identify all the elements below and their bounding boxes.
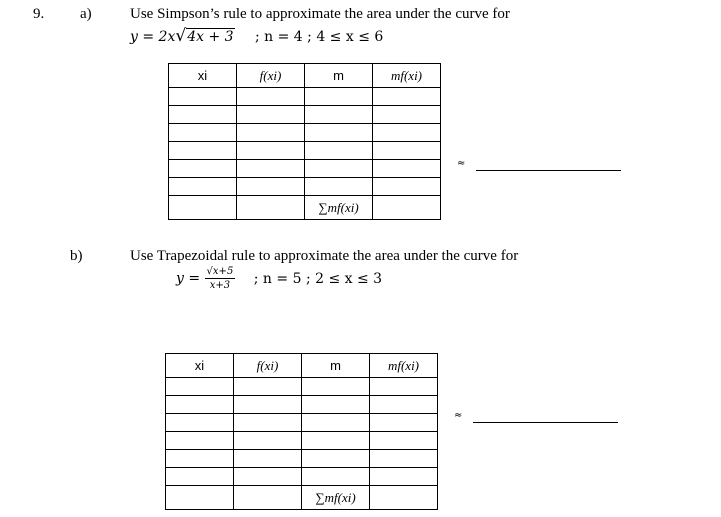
table-cell[interactable] [373,88,441,106]
trapezoidal-table [165,353,438,510]
answer-line[interactable] [476,170,621,171]
header-f-xi: f(xi) [237,64,305,88]
table-cell [234,486,302,510]
table-cell [169,196,237,220]
table-cell[interactable] [237,124,305,142]
table-cell[interactable] [305,124,373,142]
table-cell[interactable] [234,396,302,414]
table-cell[interactable] [370,450,438,468]
table-cell[interactable] [302,468,370,486]
table-cell[interactable] [305,142,373,160]
table-cell[interactable] [237,178,305,196]
table-cell[interactable] [373,106,441,124]
table-row [166,468,438,486]
approx-symbol: ≈ [457,158,466,169]
part-a-equation-radicand: 4x + 3 [187,29,234,45]
table-header-row [166,354,438,378]
table-cell[interactable] [166,450,234,468]
table-cell[interactable] [237,142,305,160]
table-cell[interactable] [302,432,370,450]
table-cell[interactable] [370,396,438,414]
answer-line[interactable] [473,422,618,423]
table-cell[interactable] [169,160,237,178]
sum-label: ∑mf(xi) [302,486,370,510]
table-cell[interactable] [373,142,441,160]
table-cell[interactable] [234,414,302,432]
table-cell[interactable] [370,468,438,486]
table-cell[interactable] [166,432,234,450]
part-a-label: a) [80,6,92,22]
part-b-equation-lhs: y = [176,270,201,287]
table-cell[interactable] [237,106,305,124]
header-m: m [302,354,370,378]
table-cell[interactable] [169,88,237,106]
header-xi: xi [169,64,237,88]
part-a-equation [130,26,383,46]
header-m: m [305,64,373,88]
table-row [166,378,438,396]
table-cell[interactable] [305,106,373,124]
table-cell[interactable] [302,450,370,468]
table-cell[interactable] [302,414,370,432]
table-cell[interactable] [373,160,441,178]
table-cell[interactable] [169,106,237,124]
approx-symbol: ≈ [454,410,463,421]
header-f-xi: f(xi) [234,354,302,378]
sqrt-sign: √ [175,26,187,46]
part-b-fraction [205,266,236,291]
table-sum-row [166,486,438,510]
table-cell[interactable] [305,160,373,178]
simpson-table [168,63,441,220]
table-cell[interactable] [234,450,302,468]
part-a-equation-lhs: y = 2x [130,29,176,45]
table-cell[interactable] [166,468,234,486]
part-a-equation-params: ; n = 4 ; 4 ≤ x ≤ 6 [254,29,384,45]
table-cell[interactable] [237,160,305,178]
table-row [169,160,441,178]
table-row [169,106,441,124]
sum-label: ∑mf(xi) [305,196,373,220]
table-cell[interactable] [370,432,438,450]
table-cell [166,486,234,510]
table-cell[interactable] [302,396,370,414]
table-cell[interactable] [373,178,441,196]
table-cell[interactable] [302,378,370,396]
table-cell[interactable] [234,468,302,486]
table-row [166,450,438,468]
table-cell[interactable] [166,396,234,414]
fraction-numerator: √x+5 [206,266,234,277]
table-cell[interactable] [169,178,237,196]
table-cell[interactable] [373,124,441,142]
part-b-instruction: Use Trapezoidal rule to approximate the area under the curve for [130,248,519,264]
part-a-instruction: Use Simpson’s rule to approximate the area under the curve for [130,6,510,22]
table-cell[interactable] [234,378,302,396]
part-b-equation [176,266,382,291]
table-cell[interactable] [237,88,305,106]
question-number: 9. [33,6,45,22]
table-row [166,414,438,432]
table-header-row [169,64,441,88]
fraction-denominator: x+3 [209,280,231,291]
table-cell[interactable] [166,378,234,396]
table-row [169,178,441,196]
table-cell[interactable] [169,124,237,142]
part-b-label: b) [70,248,83,264]
table-row [169,88,441,106]
header-xi: xi [166,354,234,378]
table-row [169,124,441,142]
table-row [166,396,438,414]
table-cell[interactable] [370,378,438,396]
header-mf-xi: mf(xi) [370,354,438,378]
part-b-equation-params: ; n = 5 ; 2 ≤ x ≤ 3 [253,270,383,287]
table-row [169,142,441,160]
table-cell[interactable] [305,88,373,106]
table-sum-row [169,196,441,220]
table-cell[interactable] [166,414,234,432]
header-mf-xi: mf(xi) [373,64,441,88]
sum-value-cell[interactable] [370,486,438,510]
sum-value-cell[interactable] [373,196,441,220]
table-cell[interactable] [370,414,438,432]
table-cell[interactable] [234,432,302,450]
table-cell[interactable] [305,178,373,196]
table-cell [237,196,305,220]
table-cell[interactable] [169,142,237,160]
table-row [166,432,438,450]
